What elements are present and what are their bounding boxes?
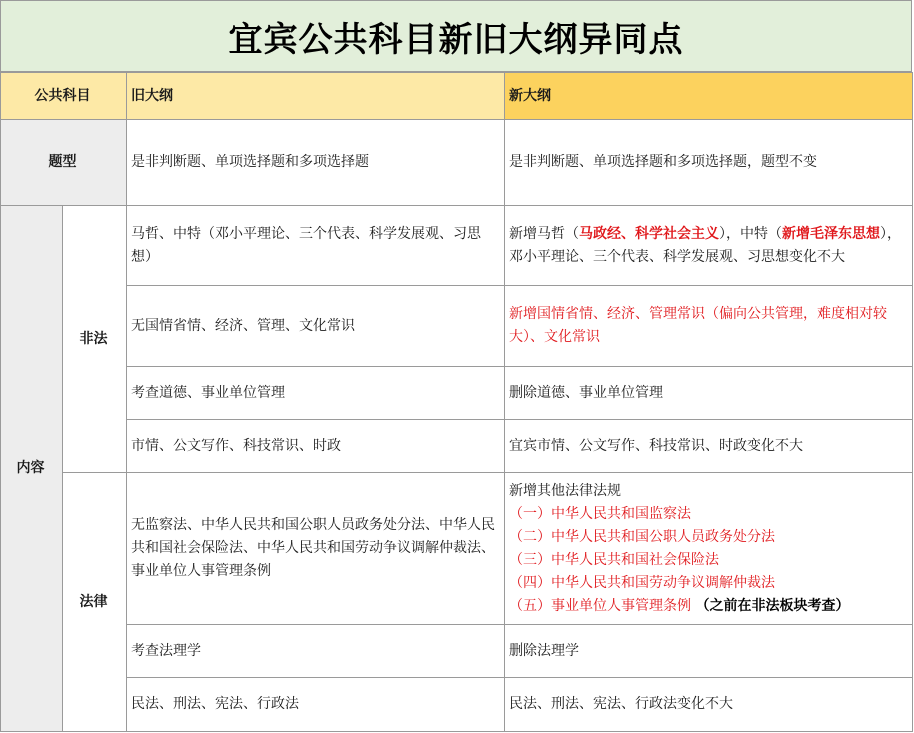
falv-1-new: [505, 473, 913, 625]
feifa-2-new: 新增国情省情、经济、管理常识（偏向公共管理，难度相对较大）、文化常识: [505, 286, 913, 367]
header-subject: 公共科目: [1, 73, 127, 120]
table-header-row: [1, 73, 913, 120]
falv-1-new-item-last: （五）事业单位人事管理条例 （之前在非法板块考查）: [509, 597, 850, 614]
row-feifa-3: [1, 367, 913, 420]
falv-label: 法律: [63, 473, 127, 732]
falv-3-new: 民法、刑法、宪法、行政法变化不大: [505, 678, 913, 732]
question-type-new: 是非判断题、单项选择题和多项选择题，题型不变: [505, 120, 913, 206]
falv-3-old: 民法、刑法、宪法、行政法: [127, 678, 505, 732]
falv-1-new-item: （二）中华人民共和国公职人员政务处分法: [509, 528, 775, 545]
row-feifa-2: [1, 286, 913, 367]
feifa-4-old: 市情、公文写作、科技常识、时政: [127, 420, 505, 473]
feifa-3-new: 删除道德、事业单位管理: [505, 367, 913, 420]
feifa-3-old: 考查道德、事业单位管理: [127, 367, 505, 420]
question-type-old: 是非判断题、单项选择题和多项选择题: [127, 120, 505, 206]
comparison-table: [0, 72, 913, 732]
row-falv-2: [1, 625, 913, 678]
row-falv-1: [1, 473, 913, 625]
falv-2-new: 删除法理学: [505, 625, 913, 678]
feifa-label: 非法: [63, 206, 127, 473]
question-type-label: 题型: [1, 120, 127, 206]
falv-1-new-intro: 新增其他法律法规: [509, 482, 621, 499]
falv-2-old: 考查法理学: [127, 625, 505, 678]
falv-1-new-item: （三）中华人民共和国社会保险法: [509, 551, 719, 568]
feifa-2-old: 无国情省情、经济、管理、文化常识: [127, 286, 505, 367]
content-label: 内容: [1, 206, 63, 732]
feifa-4-new: 宜宾市情、公文写作、科技常识、时政变化不大: [505, 420, 913, 473]
falv-1-old: 无监察法、中华人民共和国公职人员政务处分法、中华人民共和国社会保险法、中华人民共和国劳动争议调解仲裁法、事业单位人事管理条例: [127, 473, 505, 625]
feifa-1-new: 新增马哲（马政经、科学社会主义），中特（新增毛泽东思想），邓小平理论、三个代表、科学发展观、习思想变化不大: [505, 206, 913, 286]
row-feifa-1: [1, 206, 913, 286]
feifa-1-old: 马哲、中特（邓小平理论、三个代表、科学发展观、习思想）: [127, 206, 505, 286]
header-old-outline: 旧大纲: [127, 73, 505, 120]
header-new-outline: 新大纲: [505, 73, 913, 120]
page-title: 宜宾公共科目新旧大纲异同点: [0, 0, 912, 72]
falv-1-new-item: （一）中华人民共和国监察法: [509, 505, 691, 522]
row-falv-3: [1, 678, 913, 732]
row-feifa-4: [1, 420, 913, 473]
row-question-type: [1, 120, 913, 206]
falv-1-new-item: （四）中华人民共和国劳动争议调解仲裁法: [509, 574, 775, 591]
